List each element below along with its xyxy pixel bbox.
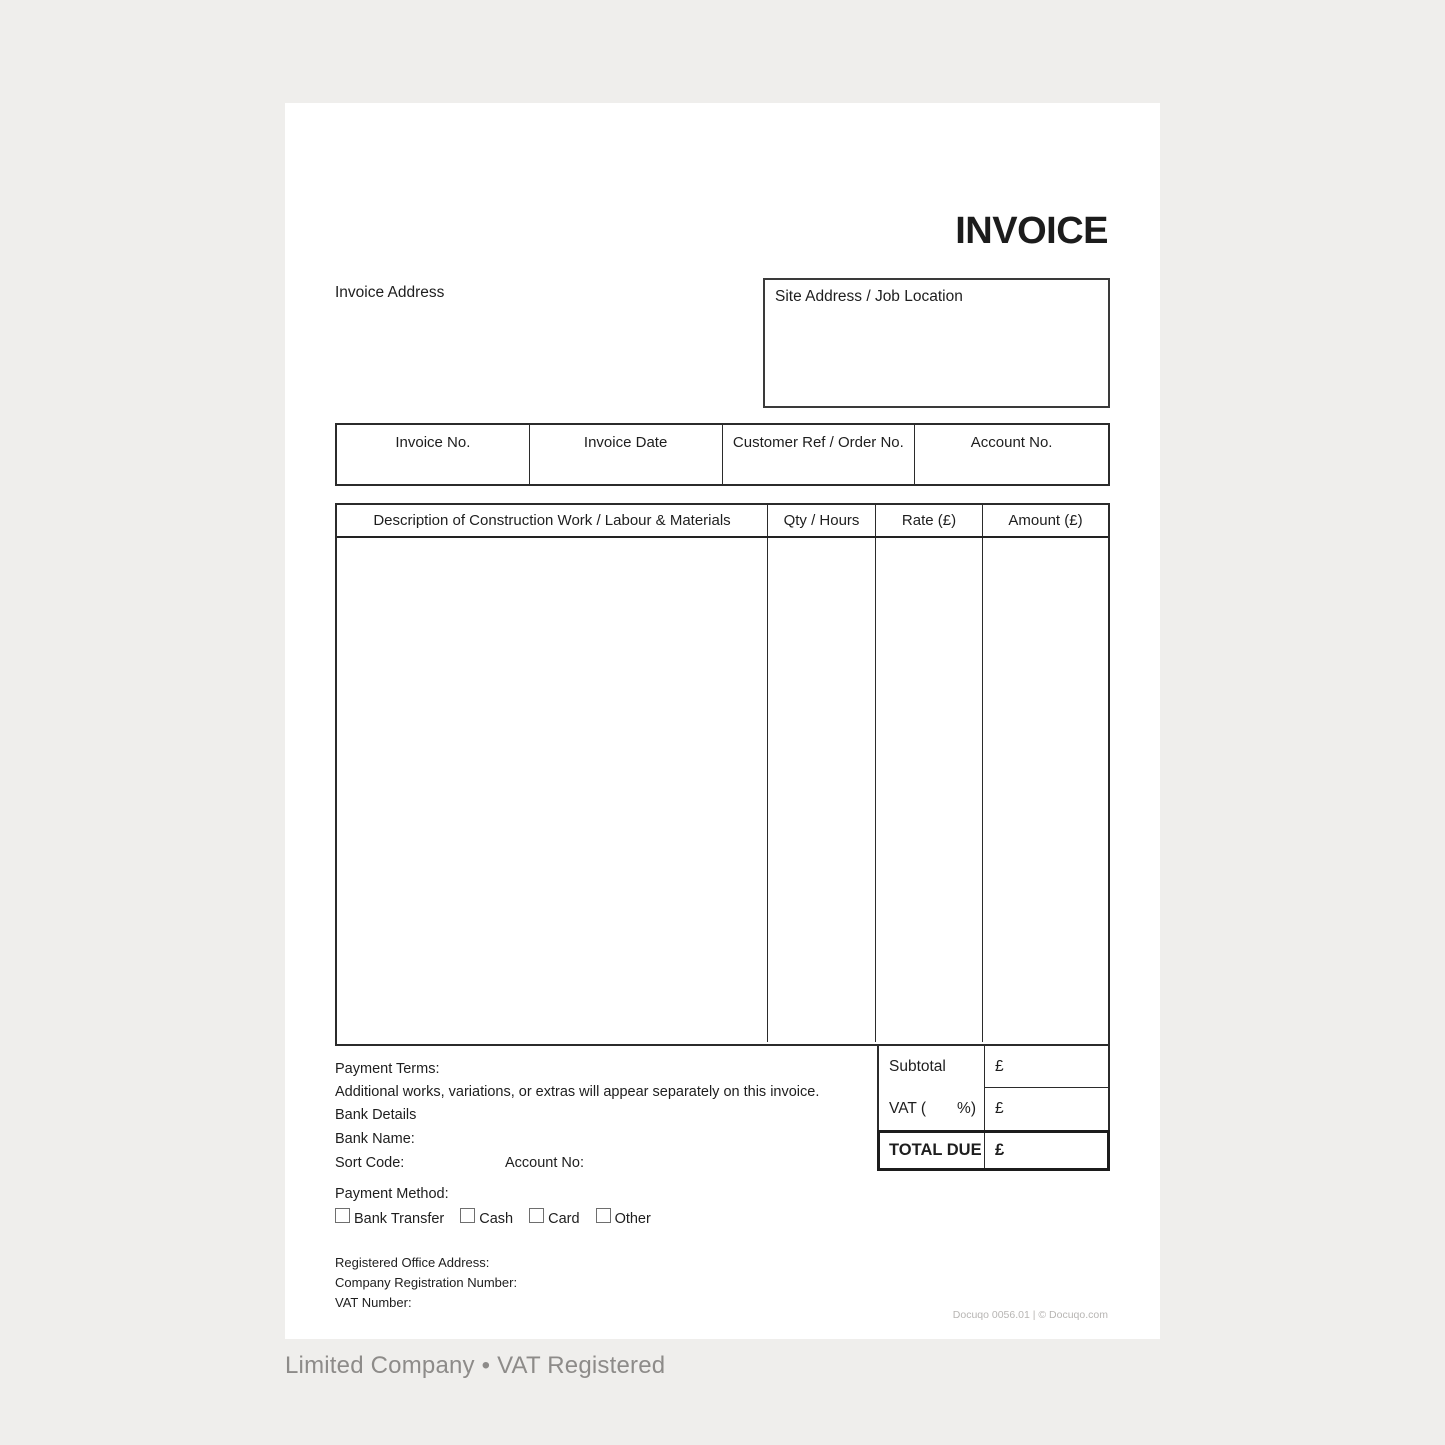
vat-label-prefix: VAT ( (889, 1100, 927, 1117)
bank-transfer-label: Bank Transfer (354, 1211, 445, 1227)
site-address-field[interactable] (763, 278, 1110, 408)
registered-office-label: Registered Office Address: (335, 1255, 490, 1270)
sort-code-label: Sort Code: (335, 1155, 405, 1171)
account-no-field[interactable]: Account No. (970, 434, 1053, 451)
subtotal-label: Subtotal (879, 1046, 985, 1088)
invoice-info-table (335, 423, 1110, 486)
customer-ref-field[interactable]: Customer Ref / Order No. (723, 425, 916, 484)
vat-currency: £ (995, 1100, 1004, 1117)
total-due-row (877, 1130, 1110, 1171)
account-number-label: Account No: (505, 1155, 584, 1171)
vat-label-suffix: %) (957, 1100, 976, 1117)
line-items-body (337, 538, 1108, 1042)
other-checkbox[interactable] (596, 1208, 611, 1223)
cash-label: Cash (479, 1211, 514, 1227)
total-due-currency: £ (995, 1141, 1005, 1159)
line-items-header (337, 505, 1108, 538)
payment-method-options (335, 1207, 651, 1227)
other-label: Other (614, 1211, 651, 1227)
payment-method-cash (460, 1207, 513, 1227)
card-checkbox[interactable] (529, 1208, 544, 1223)
card-label: Card (548, 1211, 580, 1227)
site-address-label: Site Address / Job Location (775, 288, 963, 305)
rate-entry-area[interactable] (876, 538, 983, 1042)
subtotal-currency: £ (995, 1057, 1004, 1075)
company-registration-label: Company Registration Number: (335, 1275, 518, 1290)
invoice-address-label: Invoice Address (335, 284, 445, 301)
vat-value-field[interactable] (985, 1088, 1108, 1130)
total-due-label: TOTAL DUE (880, 1133, 985, 1168)
totals-table (877, 1046, 1110, 1130)
description-entry-area[interactable] (337, 538, 768, 1042)
payment-method-card (529, 1207, 579, 1227)
cash-checkbox[interactable] (460, 1208, 475, 1223)
bank-details-label: Bank Details (335, 1107, 417, 1123)
template-caption: Limited Company • VAT Registered (285, 1352, 666, 1379)
invoice-no-field[interactable]: Invoice No. (337, 425, 530, 484)
invoice-page (285, 103, 1160, 1339)
column-header-description: Description of Construction Work / Labour & Materials (337, 505, 768, 536)
qty-hours-entry-area[interactable] (768, 538, 876, 1042)
column-header-rate: Rate (£) (876, 505, 983, 536)
vat-label (879, 1088, 985, 1130)
payment-method-bank-transfer (335, 1207, 444, 1227)
total-due-value-field[interactable] (985, 1133, 1107, 1168)
docuqo-credit: Docuqo 0056.01 | © Docuqo.com (952, 1309, 1108, 1321)
column-header-amount: Amount (£) (1008, 512, 1083, 529)
bank-transfer-checkbox[interactable] (335, 1208, 350, 1223)
invoice-date-field[interactable]: Invoice Date (530, 425, 723, 484)
additional-works-note: Additional works, variations, or extras will appear separately on this invoice. (335, 1084, 820, 1100)
column-header-qty-hours: Qty / Hours (768, 505, 876, 536)
vat-number-label: VAT Number: (335, 1295, 412, 1310)
subtotal-value-field[interactable] (985, 1046, 1108, 1088)
bank-name-label: Bank Name: (335, 1131, 415, 1147)
payment-method-other (596, 1207, 651, 1227)
line-items-table (335, 503, 1110, 1046)
page-title: INVOICE (955, 210, 1108, 252)
amount-entry-area[interactable] (983, 538, 1108, 1042)
payment-method-label: Payment Method: (335, 1186, 449, 1202)
payment-terms-label: Payment Terms: (335, 1061, 440, 1077)
